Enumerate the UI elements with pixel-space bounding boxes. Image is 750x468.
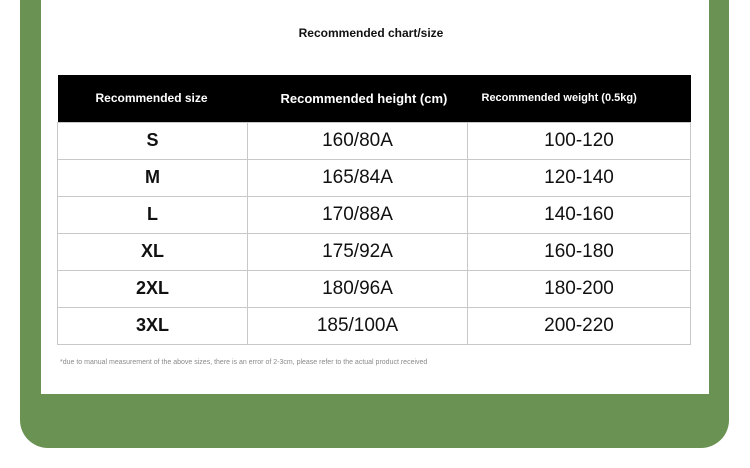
height-cell: 180/96A [248,270,468,307]
table-row [58,270,691,307]
weight-cell: 120-140 [468,159,691,196]
size-cell: 3XL [58,307,248,344]
table-row [58,196,691,233]
table-row [58,159,691,196]
table-header-row [58,75,691,122]
size-chart-table [57,75,691,345]
size-cell: M [58,159,248,196]
size-cell: 2XL [58,270,248,307]
weight-cell: 140-160 [468,196,691,233]
header-size: Recommended size [95,91,208,106]
measurement-note: *due to manual measurement of the above sizes, there is an error of 2-3cm, please refer to the actual product received [60,359,428,366]
height-cell: 185/100A [248,307,468,344]
height-cell: 175/92A [248,233,468,270]
weight-cell: 200-220 [468,307,691,344]
table-row [58,233,691,270]
page-title: Recommended chart/size [298,26,444,40]
size-cell: L [58,196,248,233]
size-cell: S [58,122,248,159]
header-height: Recommended height (cm) [280,90,448,106]
height-cell: 160/80A [248,122,468,159]
height-cell: 165/84A [248,159,468,196]
height-cell: 170/88A [248,196,468,233]
header-weight: Recommended weight (0.5kg) [481,92,637,105]
weight-cell: 160-180 [468,233,691,270]
table-row [58,122,691,159]
table-row [58,307,691,344]
size-cell: XL [58,233,248,270]
weight-cell: 100-120 [468,122,691,159]
weight-cell: 180-200 [468,270,691,307]
